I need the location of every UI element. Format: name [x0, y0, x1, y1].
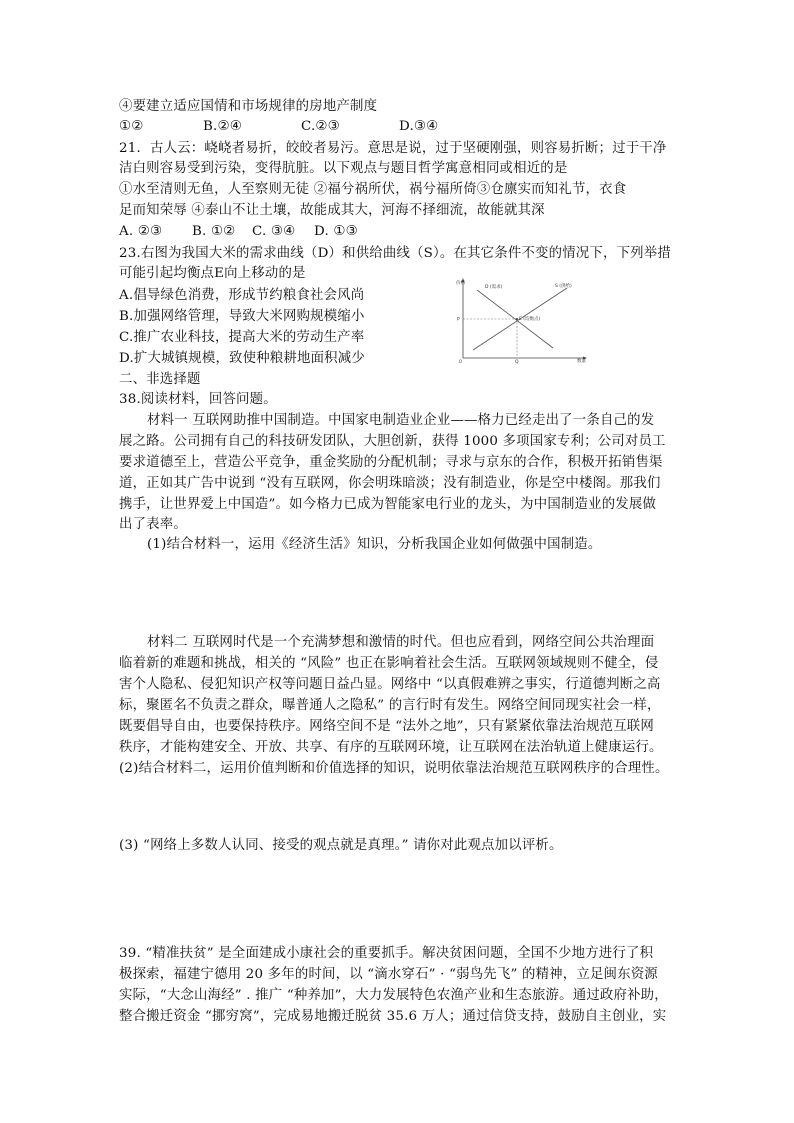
q38-part3: (3) “网络上多数人认同、接受的观点就是真理。” 请你对此观点加以评析。 [119, 838, 563, 853]
q39-line: 实际，“大念山海经” . 推广 “种养加”，大力发展特色农渔产业和生态旅游。通过政府补助， [119, 988, 668, 1003]
q39-line: 整合搬迁资金 “挪穷窝”，完成易地搬迁脱贫 35.6 万人；通过信贷支持，鼓励自主创业，实 [119, 1009, 667, 1024]
quantity-label: Q [515, 360, 519, 364]
material2-line: 材料二 互联网时代是一个充满梦想和激情的时代。但也应看到，网络空间公共治理面 [147, 635, 655, 650]
q21-line: 21．古人云：峣峣者易折，皎皎者易污。意思是说，过于坚硬刚强，则容易折断；过于干净 [119, 141, 667, 156]
q21-line: 足而知荣辱 ④泰山不让土壤，故能成其大，河海不择细流，故能就其深 [119, 203, 545, 218]
q20-item4: ④要建立适应国情和市场规律的房地产制度 [119, 99, 378, 114]
q23-line: 23.右图为我国大米的需求曲线（D）和供给曲线（S）。在其它条件不变的情况下，下列举措 [119, 246, 671, 261]
q20-option-c: C.②③ [301, 119, 340, 134]
q39-line: 39. “精准扶贫” 是全面建成小康社会的重要抓手。解决贫困问题，全国不少地方进行了积 [119, 946, 654, 961]
q38-part2: (2)结合材料二，运用价值判断和价值选择的知识，说明依靠法治规范互联网秩序的合理性。 [119, 761, 669, 776]
q20-options [119, 117, 438, 137]
material1-line: 携手，让世界爱上中国造”。如今格力已成为智能家电行业的龙头，为中国制造业的发展做 [119, 497, 657, 512]
q21-option-d: D. ①③ [314, 224, 358, 239]
q38-intro: 38.阅读材料，回答问题。 [119, 392, 277, 407]
equilibrium-label: E (均衡点) [519, 317, 541, 322]
q21-option-b: B. ①② [192, 224, 236, 239]
price-label: P [457, 317, 460, 323]
material2-line: 既要倡导自由，也要保持秩序。网络空间不是 “法外之地”，只有紧紧依靠法治规范互联网 [119, 719, 654, 734]
material1-line: 材料一 互联网助推中国制造。中国家电制造业企业——格力已经走出了一条自己的发 [147, 413, 655, 428]
q23-line: 可能引起均衡点E向上移动的是 [119, 266, 306, 281]
y-axis-label: 价格 [456, 281, 465, 286]
equilibrium-point [516, 318, 518, 320]
q23-option-a: A.倡导绿色消费，形成节约粮食社会风尚 [119, 288, 365, 303]
q21-line: ①水至清则无鱼，人至察则无徒 ②福兮祸所伏，祸兮福所倚③仓廪实而知礼节，衣食 [119, 182, 627, 197]
q23-option-d: D.扩大城镇规模，致使种粮耕地面积减少 [119, 351, 365, 366]
q23-option-b: B.加强网络管理，导致大米网购规模缩小 [119, 309, 365, 324]
x-axis-label: 数量 [577, 359, 586, 364]
material2-line: 秩序，才能构建安全、开放、共享、有序的互联网环境，让互联网在法治轨道上健康运行。 [119, 740, 663, 755]
q39-line: 极探索，福建宁德用 20 多年的时间，以 “滴水穿石” · “弱鸟先飞” 的精神，立足闽东资源 [119, 967, 658, 982]
q38-part1: (1)结合材料一，运用《经济生活》知识，分析我国企业如何做强中国制造。 [147, 537, 602, 552]
q21-option-c: C. ③④ [252, 224, 296, 239]
q20-option-a: ①② [119, 119, 144, 134]
q20-option-d: D.③④ [399, 119, 439, 134]
q20-option-b: B.②④ [203, 119, 242, 134]
q21-line: 洁白则容易受到污染，变得肮脏。以下观点与题目哲学寓意相同或相近的是 [119, 161, 568, 176]
material2-line: 害个人隐私、侵犯知识产权等问题日益凸显。网络中 “以真假难辨之事实，行道德判断之高 [119, 677, 661, 692]
q23-option-c: C.推广农业科技，提高大米的劳动生产率 [119, 330, 365, 345]
material1-line: 道，正如其广告中说到 “没有互联网，你会明珠暗淡；没有制造业，你是空中楼阁。那我们 [119, 476, 661, 491]
material1-line: 展之路。公司拥有自己的科技研发团队，大胆创新，获得 1000 多项国家专利；公司对员工 [119, 434, 666, 449]
demand-label: D (需求) [485, 285, 503, 290]
section-heading: 二、非选择题 [119, 372, 201, 387]
material2-line: 标，聚匿名不负责之群众，曝普通人之隐私” 的言行时有发生。网络空间同现实社会一样， [119, 698, 661, 713]
material1-line: 要求道德至上，营造公平竞争，重金奖励的分配机制；寻求与京东的合作，积极开拓销售渠 [119, 455, 663, 470]
supply-label: S (供给) [555, 284, 572, 289]
origin-label: 0 [459, 360, 462, 364]
material2-line: 临着新的难题和挑战，相关的 “风险” 也正在影响着社会生活。互联网领域规则不健全，侵 [119, 656, 659, 671]
material1-line: 出了表率。 [119, 517, 187, 532]
q21-options [119, 222, 358, 242]
q21-option-a: A. ②③ [119, 224, 163, 239]
supply-demand-graph [455, 276, 590, 364]
